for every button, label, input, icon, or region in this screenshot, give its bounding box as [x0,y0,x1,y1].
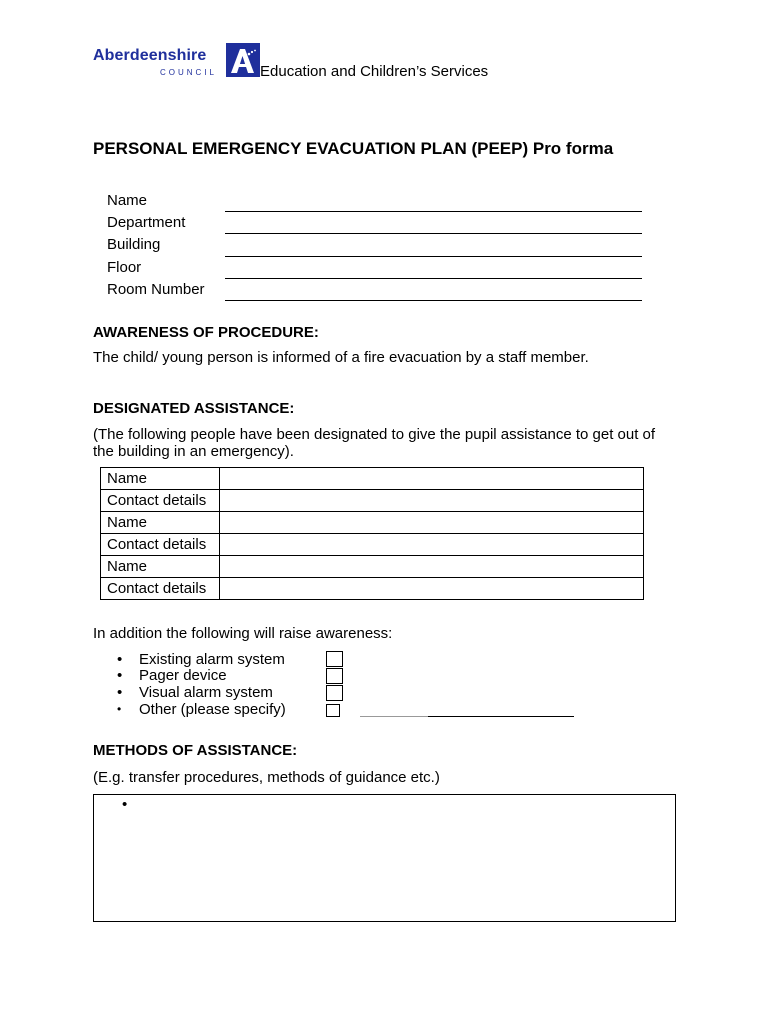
table-row-label: Contact details [101,578,220,600]
list-item-existing-alarm: Existing alarm system [139,651,285,668]
field-input-room-number[interactable] [225,300,642,301]
field-label-building: Building [107,236,161,253]
methods-heading: METHODS OF ASSISTANCE: [93,742,298,759]
table-row [101,556,644,578]
field-label-room-number: Room Number [107,281,205,298]
table-row-input[interactable] [220,512,644,534]
table-row-input[interactable] [220,468,644,490]
field-label-department: Department [107,214,186,231]
additional-intro: In addition the following will raise awareness: [93,625,393,642]
table-row [101,534,644,556]
awareness-text: The child/ young person is informed of a fire evacuation by a staff member. [93,349,589,366]
table-row-label: Name [101,512,220,534]
bullet-icon: • [117,667,123,684]
bullet-icon: • [122,796,128,813]
department-name: Education and Children’s Services [260,63,489,80]
table-row-input[interactable] [220,534,644,556]
table-row-label: Contact details [101,534,220,556]
field-input-floor[interactable] [225,278,642,279]
bullet-icon: • [117,684,123,701]
other-specify-input[interactable] [428,716,574,717]
field-input-name[interactable] [225,211,642,212]
other-specify-line-faint [360,716,428,717]
checkbox-existing-alarm[interactable] [326,651,343,667]
awareness-heading: AWARENESS OF PROCEDURE: [93,324,319,341]
methods-input-box[interactable] [93,794,676,922]
list-item-other: Other (please specify) [139,701,286,718]
list-item-pager-device: Pager device [139,667,227,684]
logo-org-subtitle: COUNCIL [160,68,218,77]
checkbox-other[interactable] [326,704,340,717]
table-row-label: Contact details [101,490,220,512]
designated-text-line2: the building in an emergency). [93,443,294,460]
table-row-input[interactable] [220,578,644,600]
table-row [101,468,644,490]
table-row-input[interactable] [220,490,644,512]
table-row [101,490,644,512]
bullet-icon: • [117,702,122,716]
field-input-department[interactable] [225,233,642,234]
list-item-visual-alarm: Visual alarm system [139,684,273,701]
checkbox-visual-alarm[interactable] [326,685,343,701]
field-input-building[interactable] [225,256,642,257]
table-row [101,512,644,534]
page-title: PERSONAL EMERGENCY EVACUATION PLAN (PEEP) Pro forma [93,139,614,158]
designated-assistance-table [100,467,644,600]
bullet-icon: • [117,651,123,668]
logo-org-name: Aberdeenshire [93,47,207,64]
table-row [101,578,644,600]
checkbox-pager-device[interactable] [326,668,343,684]
designated-text-line1: (The following people have been designated to give the pupil assistance to get out of [93,426,656,443]
table-row-input[interactable] [220,556,644,578]
table-row-label: Name [101,556,220,578]
designated-heading: DESIGNATED ASSISTANCE: [93,400,295,417]
methods-text: (E.g. transfer procedures, methods of guidance etc.) [93,769,440,786]
field-label-name: Name [107,192,148,209]
field-label-floor: Floor [107,259,142,276]
table-row-label: Name [101,468,220,490]
council-logo-icon [226,43,260,77]
